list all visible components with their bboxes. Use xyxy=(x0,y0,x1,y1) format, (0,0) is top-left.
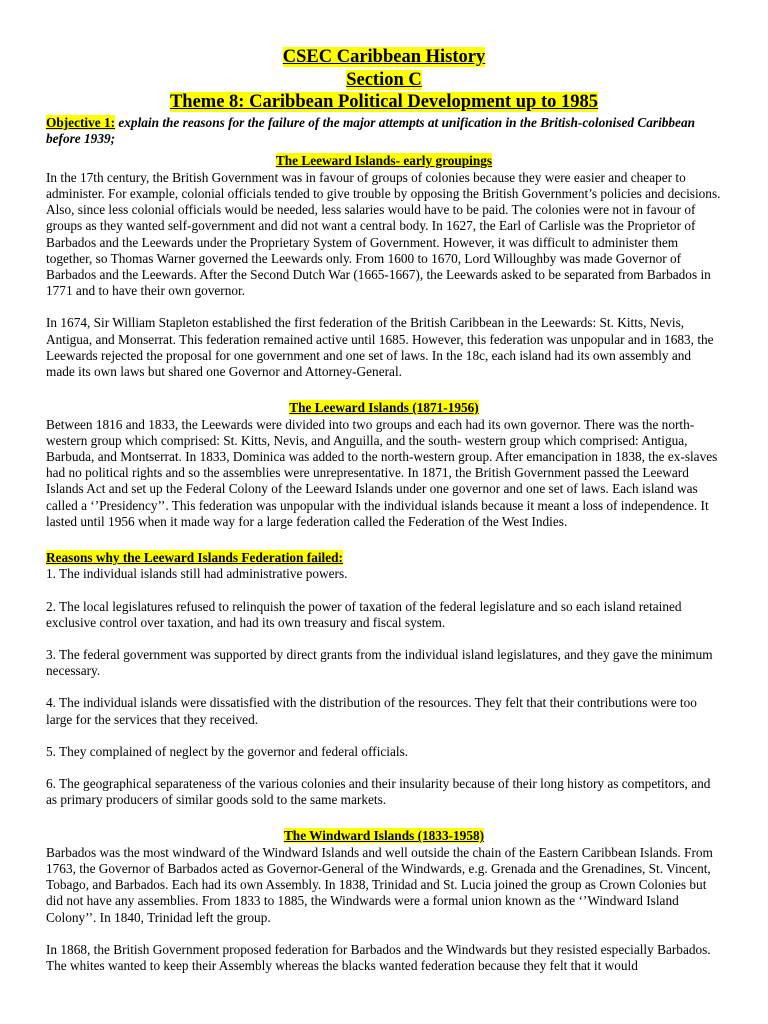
paragraph-early-2: In 1674, Sir William Stapleton established the first federation of the British Caribbean in the Leewards: St. Kitts, Nevis, Antigua, and Monserrat. This federation remained active until 1685. However, this federation was unpopular and in 1683, the Leewards rejected the proposal for one government and one set of laws. In the 18c, each island had its own assembly and made its own laws but shared one Governor and Attorney-General. xyxy=(46,315,714,379)
heading-reasons-failed: Reasons why the Leeward Islands Federation failed: xyxy=(46,549,343,565)
reason-item-2: 2. The local legislatures refused to relinquish the power of taxation of the federal legislature and so each island retained exclusive control over taxation, and had its own treasury and fiscal system. xyxy=(46,598,682,630)
title-section: Section C xyxy=(346,69,422,90)
document-title-block xyxy=(46,46,722,114)
reason-item-3: 3. The federal government was supported by direct grants from the individual island legislatures, and they gave the minimum necessary. xyxy=(46,647,713,679)
heading-windward-islands: The Windward Islands (1833-1958) xyxy=(283,828,485,844)
reason-item-6: 6. The geographical separateness of the various colonies and their insularity because of their long history as competitors, and as primary producers of similar goods sold to the same markets. xyxy=(46,776,711,808)
heading-early-groupings: The Leeward Islands- early groupings xyxy=(275,153,493,169)
paragraph-leeward-1: Between 1816 and 1833, the Leewards were divided into two groups and each had its own governor. There was the north-western group which comprised: St. Kitts, Nevis, and Anguilla, and the south- western group which comprised: Antigua, Barbuda, and Montserrat. In 1833, Dominica was added to the north-western group. After emancipation in 1838, the ex-slaves had no political rights and so the assemblies were unrepresentative. In 1871, the British Government passed the Leeward Islands Act and set up the Federal Colony of the Leeward Islands under one governor and one set of laws. Each island was called a ‘’Presidency’’. This federation was unpopular with the individual islands because it meant a loss of independence. It lasted until 1956 when it made way for a large federation called the Federation of the West Indies. xyxy=(46,416,718,529)
reason-item-5: 5. They complained of neglect by the governor and federal officials. xyxy=(46,743,409,759)
paragraph-early-1: In the 17th century, the British Government was in favour of groups of colonies because they were easier and cheaper to administer. For example, colonial officials tended to give trouble by opposing the British Government’s policies and decisions. Also, since less colonial officials would be needed, less salaries would have to be paid. The colonies were not in favour of groups as they wanted self-government and did not want a central body. In 1627, the Earl of Carlisle was the Proprietor of Barbados and the Leewards under the Proprietary System of Government. However, it was difficult to administer them together, so Thomas Warner governed the Leewards only. From 1600 to 1670, Lord Willoughby was made Governor of Barbados and the Leewards. After the Second Dutch War (1665-1667), the Leewards asked to be separated from Barbados in 1771 and to have their own governor. xyxy=(46,169,721,299)
title-course: CSEC Caribbean History xyxy=(282,47,486,67)
objective-text: explain the reasons for the failure of the major attempts at unification in the British-colonised Caribbean before 1939; xyxy=(46,114,696,146)
objective-label: Objective 1: xyxy=(46,114,116,130)
reason-item-4: 4. The individual islands were dissatisfied with the distribution of the resources. They felt that their contributions were too large for the services that they received. xyxy=(46,695,697,727)
heading-leeward-islands: The Leeward Islands (1871-1956) xyxy=(289,400,479,416)
reason-item-1: 1. The individual islands still had administrative powers. xyxy=(46,566,348,582)
objective-statement xyxy=(46,115,722,148)
paragraph-windward-1: Barbados was the most windward of the Windward Islands and well outside the chain of the Eastern Caribbean Islands. From 1763, the Governor of Barbados acted as Governor-General of the Windwards, e.g. Grenada and the Grenadines, St. Vincent, Tobago, and Barbados. Each had its own Assembly. In 1838, Trinidad and St. Lucia joined the group as Crown Colonies but did not have any assemblies. From 1833 to 1885, the Windwards were a formal union known as the ‘’Windward Island Colony’’. In 1840, Trinidad left the group. xyxy=(46,844,713,925)
paragraph-windward-2: In 1868, the British Government proposed federation for Barbados and the Windwards but they resisted especially Barbados. The whites wanted to keep their Assembly whereas the blacks wanted federation because they felt that it would xyxy=(46,941,711,974)
title-theme: Theme 8: Caribbean Political Development up to 1985 xyxy=(169,92,599,112)
